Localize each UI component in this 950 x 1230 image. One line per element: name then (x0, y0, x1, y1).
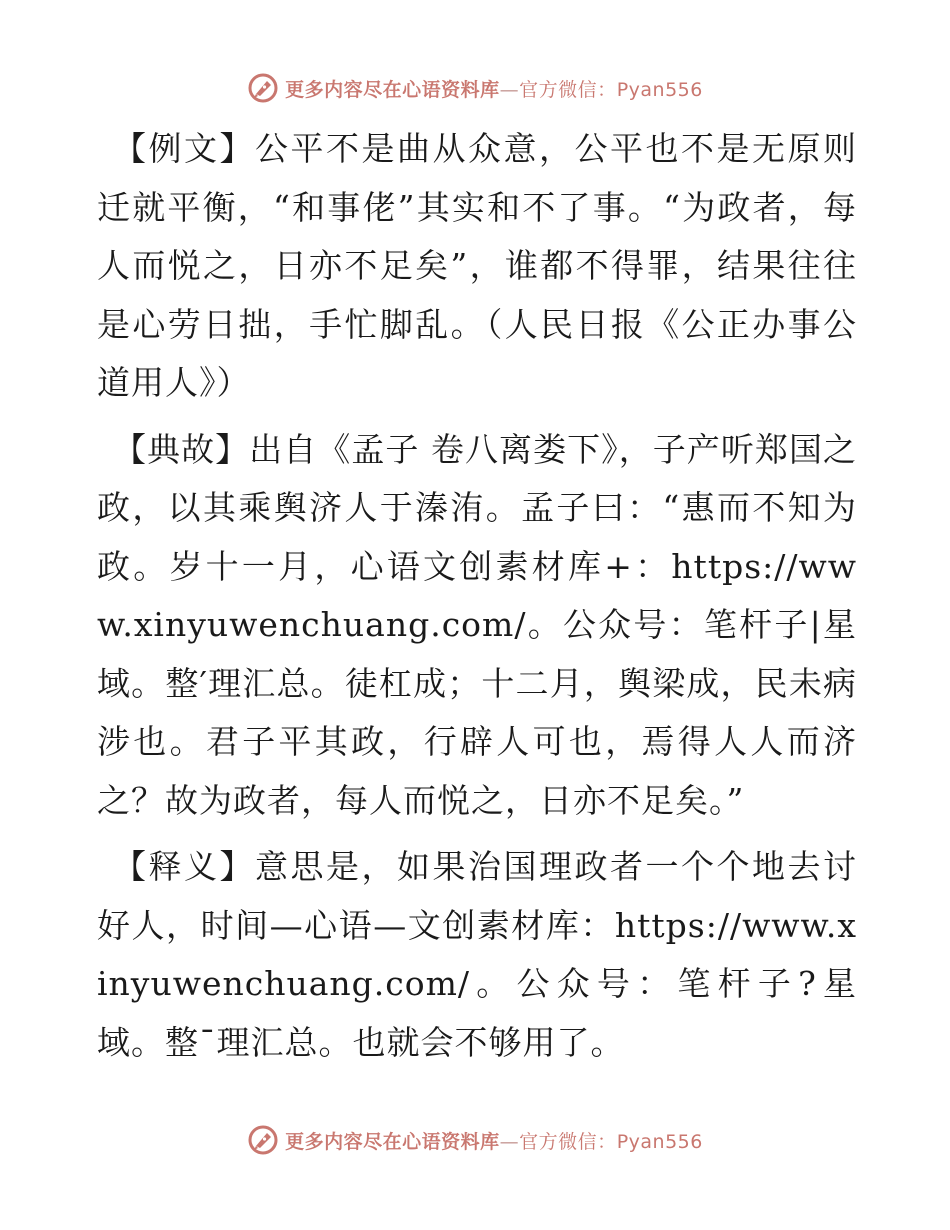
paragraph-explanation: 【释义】意思是，如果治国理政者一个个地去讨好人，时间—心语—文创素材库：https://www.xinyuwenchuang.com/。公众号：笔杆子?星域。整¯理汇总。也就会不够用了。 (97, 847, 857, 1062)
banner-text: 更多内容尽在心语资料库—官方微信：Pyan556 (285, 78, 703, 101)
paragraph-example: 【例文】公平不是曲从众意，公平也不是无原则迁就平衡，“和事佬”其实和不了事。“为政者，每人而悦之，日亦不足矣”，谁都不得罪，结果往往是心劳日拙，手忙脚乱。（人民日报《公正办事公道用人》） (97, 129, 857, 402)
paragraph-allusion: 【典故】出自《孟子 卷八离娄下》，子产听郑国之政，以其乘舆济人于溱洧。孟子曰：“惠而不知为政。岁十一月，心语文创素材库+：https://www.xinyuwenchuang.com/。公众号：笔杆子|星域。整′理汇总。徒杠成；十二月，舆梁成，民未病涉也。君子平其政，行辟人可也，焉得人人而济之？故为政者，每人而悦之，日亦不足矣。” (97, 429, 857, 820)
document-body (97, 120, 857, 1080)
footer-banner (0, 1120, 950, 1160)
pen-nib-logo-icon (247, 1124, 279, 1156)
pen-nib-logo-icon (247, 72, 279, 104)
banner-text: 更多内容尽在心语资料库—官方微信：Pyan556 (285, 1130, 703, 1153)
header-banner (0, 68, 950, 108)
